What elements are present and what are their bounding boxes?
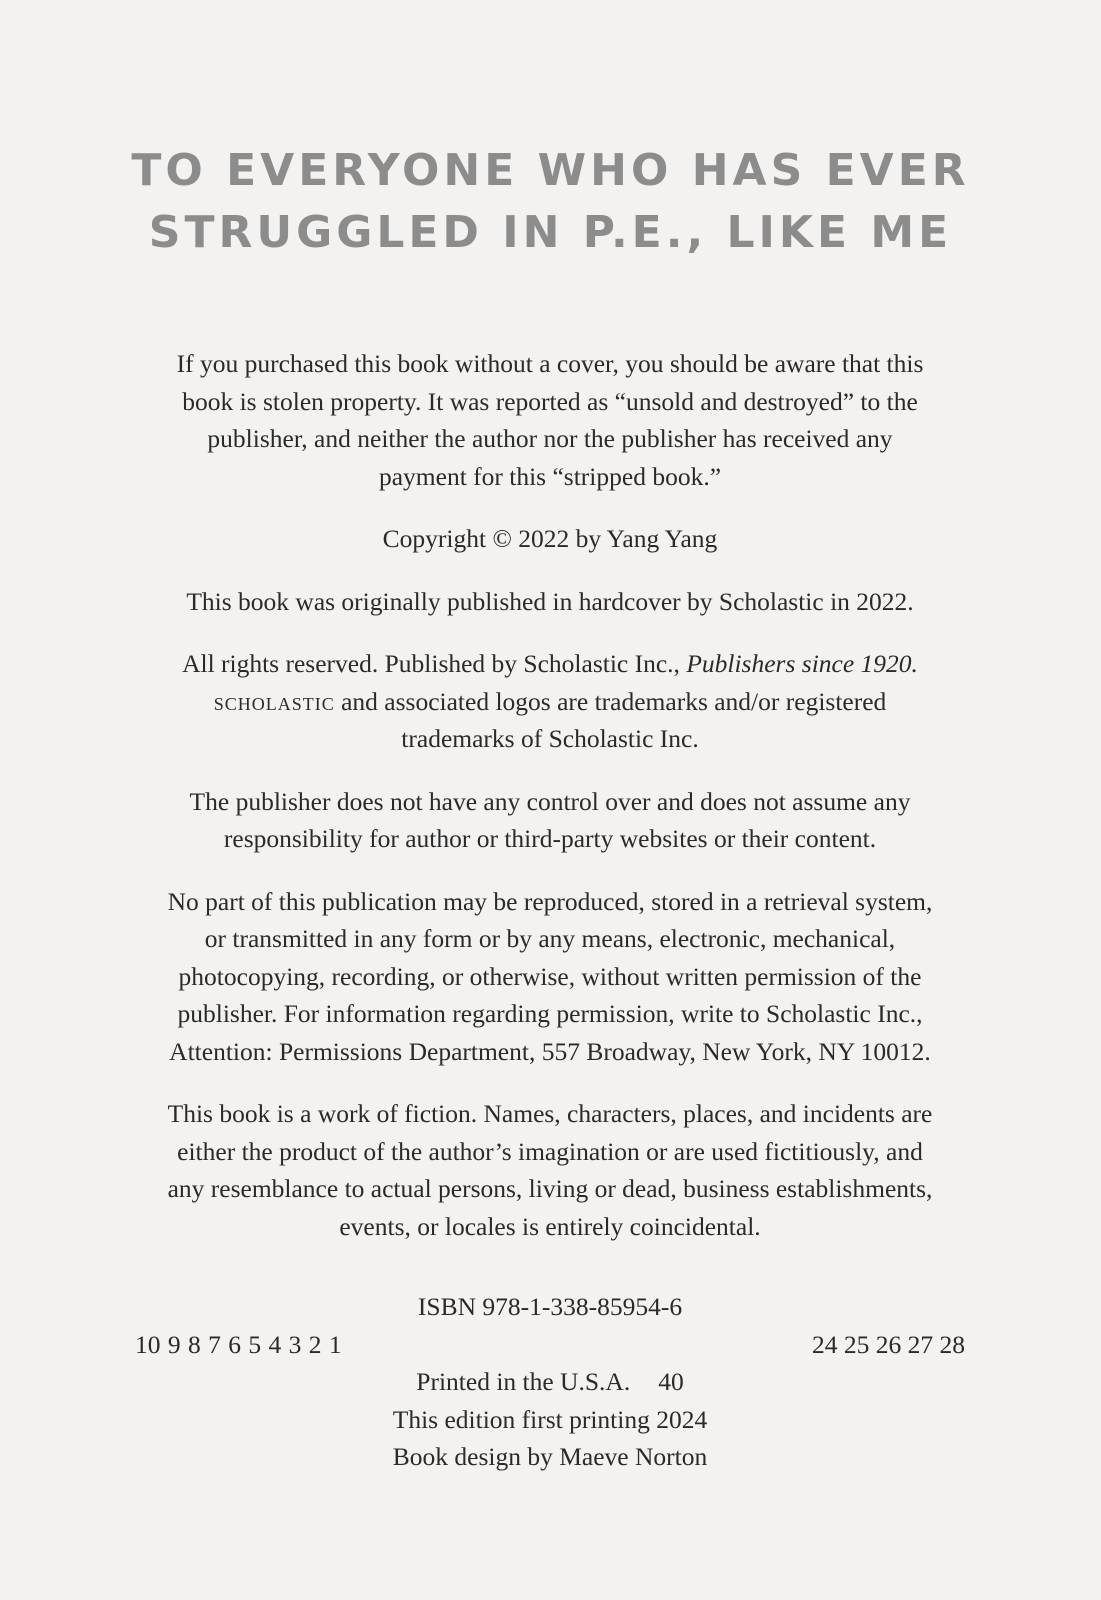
reproduction-line: No part of this publication may be reproduced, stored in a retrieval system,	[167, 886, 933, 916]
reproduction-line: Attention: Permissions Department, 557 Broadway, New York, NY 10012.	[169, 1036, 931, 1066]
fiction-line: This book is a work of fiction. Names, characters, places, and incidents are	[167, 1099, 933, 1128]
rights-line-1	[135, 645, 965, 683]
dedication-line-2: STRUGGLED IN P.E., LIKE ME	[148, 207, 953, 258]
disclaimer-line: The publisher does not have any control over and does not assume any	[189, 786, 911, 816]
notice-line: If you purchased this book without a cover, you should be aware that this	[176, 349, 924, 378]
website-disclaimer	[135, 783, 965, 858]
dedication-line-1: TO EVERYONE WHO HAS EVER	[131, 145, 970, 196]
printed-in: Printed in the U.S.A.	[416, 1367, 631, 1396]
print-line-right: 24 25 26 27 28	[812, 1329, 965, 1359]
fiction-disclaimer	[135, 1095, 965, 1245]
rights-line-3: trademarks of Scholastic Inc.	[401, 724, 699, 753]
dedication	[0, 140, 1101, 264]
disclaimer-line: responsibility for author or third-party websites or their content.	[223, 824, 877, 853]
reproduction-line: photocopying, recording, or otherwise, without written permission of the	[178, 961, 922, 991]
rights-reserved	[135, 645, 965, 758]
scholastic-trademark: scholastic	[213, 686, 335, 716]
rights-line-2	[135, 683, 965, 721]
original-publication	[135, 583, 965, 621]
rights-line-2-rest: and associated logos are trademarks and/or registered	[334, 686, 887, 716]
edition-line: This edition first printing 2024	[392, 1404, 708, 1434]
original-publication-text: This book was originally published in hardcover by Scholastic in 2022.	[186, 586, 914, 616]
copyright-text: Copyright © 2022 by Yang Yang	[382, 524, 718, 553]
print-line-left: 10 9 8 7 6 5 4 3 2 1	[135, 1329, 342, 1359]
rights-prefix: All rights reserved. Published by Scholastic Inc.,	[182, 649, 687, 678]
notice-line: book is stolen property. It was reported as “unsold and destroyed” to the	[182, 386, 918, 416]
reproduction-line: publisher. For information regarding permission, write to Scholastic Inc.,	[177, 999, 923, 1028]
reproduction-notice	[135, 883, 965, 1071]
copyright-line	[135, 520, 965, 558]
design-credit: Book design by Maeve Norton	[392, 1442, 708, 1471]
fiction-line: events, or locales is entirely coincidental.	[339, 1211, 761, 1241]
printed-in-row	[135, 1363, 965, 1401]
printer-code: 40	[658, 1367, 684, 1396]
reproduction-line: or transmitted in any form or by any means, electronic, mechanical,	[204, 924, 896, 953]
print-number-row	[135, 1326, 965, 1364]
notice-line: publisher, and neither the author nor the publisher has received any	[207, 424, 893, 453]
fiction-line: any resemblance to actual persons, living or dead, business establishments,	[167, 1174, 933, 1203]
notice-line: payment for this “stripped book.”	[378, 461, 722, 491]
fiction-line: either the product of the author’s imagination or are used fictitiously, and	[177, 1136, 923, 1166]
legal-text	[135, 345, 965, 1270]
printing-info	[135, 1288, 965, 1476]
publishers-since: Publishers since 1920.	[686, 649, 918, 678]
isbn: ISBN 978-1-338-85954-6	[417, 1292, 683, 1321]
stripped-book-notice	[135, 345, 965, 495]
